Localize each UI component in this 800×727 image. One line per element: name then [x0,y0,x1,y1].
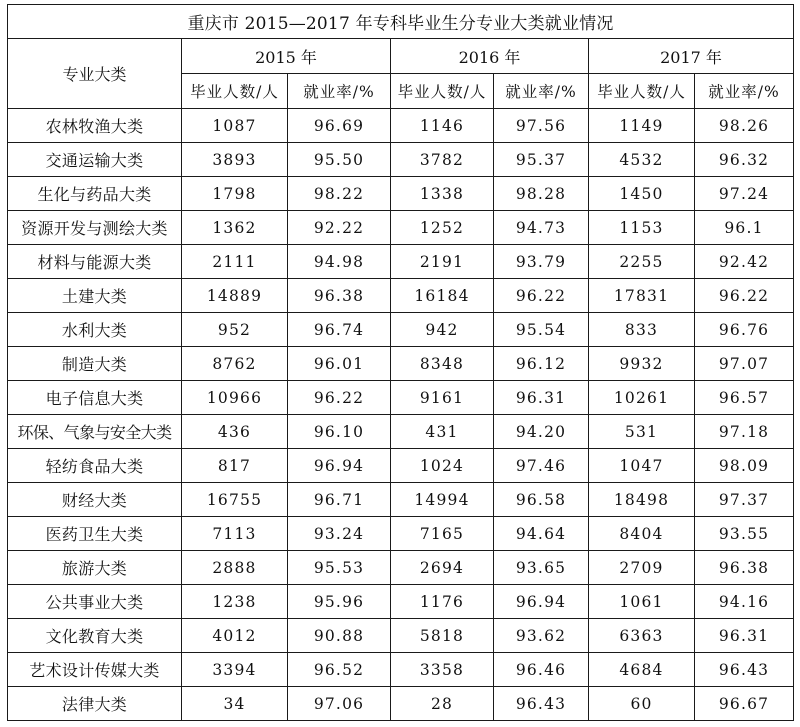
count-header-2016: 毕业人数/人 [391,74,494,109]
rate-header-2015: 就业率/% [288,74,391,109]
rate-2015-cell: 96.69 [288,109,391,143]
count-2016-cell: 1252 [391,211,494,245]
count-2015-cell: 1362 [182,211,288,245]
category-cell: 电子信息大类 [8,381,182,415]
category-cell: 生化与药品大类 [8,177,182,211]
table-row [8,381,794,415]
count-2017-cell: 2709 [589,551,695,585]
rate-header-2017: 就业率/% [695,74,794,109]
rate-2015-cell: 97.06 [288,687,391,721]
count-2016-cell: 1146 [391,109,494,143]
rate-2016-cell: 93.62 [494,619,589,653]
count-2016-cell: 16184 [391,279,494,313]
count-2015-cell: 2111 [182,245,288,279]
table-row [8,415,794,449]
table-row [8,211,794,245]
count-2017-cell: 2255 [589,245,695,279]
rate-2016-cell: 95.37 [494,143,589,177]
count-2017-cell: 60 [589,687,695,721]
category-cell: 资源开发与测绘大类 [8,211,182,245]
table-row [8,109,794,143]
count-2015-cell: 34 [182,687,288,721]
table-row [8,177,794,211]
count-2015-cell: 436 [182,415,288,449]
count-2017-cell: 10261 [589,381,695,415]
rate-2017-cell: 97.18 [695,415,794,449]
table-row [8,347,794,381]
count-2016-cell: 1338 [391,177,494,211]
year-header-row [8,39,794,74]
category-cell: 法律大类 [8,687,182,721]
rate-2015-cell: 96.94 [288,449,391,483]
table-row [8,517,794,551]
count-2016-cell: 2191 [391,245,494,279]
count-2016-cell: 8348 [391,347,494,381]
rate-2015-cell: 93.24 [288,517,391,551]
count-2015-cell: 1238 [182,585,288,619]
table-row [8,449,794,483]
category-cell: 交通运输大类 [8,143,182,177]
count-2015-cell: 1087 [182,109,288,143]
table-row [8,483,794,517]
year-header-2015: 2015 年 [182,39,391,74]
rate-2016-cell: 94.20 [494,415,589,449]
rate-2015-cell: 95.96 [288,585,391,619]
count-2016-cell: 5818 [391,619,494,653]
rate-2016-cell: 96.12 [494,347,589,381]
rate-2016-cell: 95.54 [494,313,589,347]
rate-2017-cell: 97.24 [695,177,794,211]
count-2017-cell: 9932 [589,347,695,381]
count-2017-cell: 1061 [589,585,695,619]
rate-2017-cell: 96.76 [695,313,794,347]
rate-2017-cell: 98.26 [695,109,794,143]
category-cell: 制造大类 [8,347,182,381]
rate-2016-cell: 97.46 [494,449,589,483]
rate-2016-cell: 94.64 [494,517,589,551]
count-2017-cell: 1149 [589,109,695,143]
category-column-header: 专业大类 [8,39,182,109]
rate-2017-cell: 96.31 [695,619,794,653]
rate-2015-cell: 98.22 [288,177,391,211]
table-title: 重庆市 2015—2017 年专科毕业生分专业大类就业情况 [8,5,794,39]
count-2017-cell: 17831 [589,279,695,313]
rate-2017-cell: 93.55 [695,517,794,551]
count-2016-cell: 7165 [391,517,494,551]
count-2016-cell: 3782 [391,143,494,177]
count-2016-cell: 14994 [391,483,494,517]
table-row [8,551,794,585]
count-header-2015: 毕业人数/人 [182,74,288,109]
category-cell: 艺术设计传媒大类 [8,653,182,687]
count-2017-cell: 531 [589,415,695,449]
rate-2015-cell: 90.88 [288,619,391,653]
rate-2016-cell: 93.65 [494,551,589,585]
table-row [8,687,794,721]
count-2017-cell: 6363 [589,619,695,653]
rate-2015-cell: 95.53 [288,551,391,585]
rate-2015-cell: 92.22 [288,211,391,245]
count-2017-cell: 833 [589,313,695,347]
count-2017-cell: 1153 [589,211,695,245]
category-cell: 土建大类 [8,279,182,313]
category-cell: 医药卫生大类 [8,517,182,551]
table-row [8,313,794,347]
count-2015-cell: 10966 [182,381,288,415]
year-header-2016: 2016 年 [391,39,589,74]
rate-2017-cell: 96.38 [695,551,794,585]
year-header-2017: 2017 年 [589,39,794,74]
count-2017-cell: 18498 [589,483,695,517]
category-cell: 水利大类 [8,313,182,347]
rate-2017-cell: 96.43 [695,653,794,687]
rate-2016-cell: 96.43 [494,687,589,721]
rate-header-2016: 就业率/% [494,74,589,109]
count-2015-cell: 8762 [182,347,288,381]
rate-2015-cell: 95.50 [288,143,391,177]
rate-2017-cell: 94.16 [695,585,794,619]
count-2016-cell: 1176 [391,585,494,619]
count-2016-cell: 9161 [391,381,494,415]
count-2016-cell: 28 [391,687,494,721]
category-cell: 公共事业大类 [8,585,182,619]
rate-2016-cell: 98.28 [494,177,589,211]
count-2016-cell: 1024 [391,449,494,483]
count-2017-cell: 4684 [589,653,695,687]
category-cell: 农林牧渔大类 [8,109,182,143]
count-2015-cell: 3394 [182,653,288,687]
table-row [8,245,794,279]
category-cell: 轻纺食品大类 [8,449,182,483]
count-2017-cell: 4532 [589,143,695,177]
category-cell: 环保、气象与安全大类 [8,415,182,449]
count-2015-cell: 952 [182,313,288,347]
rate-2016-cell: 97.56 [494,109,589,143]
rate-2017-cell: 96.57 [695,381,794,415]
rate-2015-cell: 96.01 [288,347,391,381]
count-2017-cell: 1450 [589,177,695,211]
count-2015-cell: 7113 [182,517,288,551]
rate-2017-cell: 96.1 [695,211,794,245]
rate-2016-cell: 93.79 [494,245,589,279]
rate-2016-cell: 96.22 [494,279,589,313]
category-cell: 材料与能源大类 [8,245,182,279]
rate-2017-cell: 98.09 [695,449,794,483]
rate-2015-cell: 94.98 [288,245,391,279]
count-2016-cell: 431 [391,415,494,449]
table-row [8,585,794,619]
rate-2017-cell: 92.42 [695,245,794,279]
rate-2015-cell: 96.52 [288,653,391,687]
count-2015-cell: 16755 [182,483,288,517]
rate-2015-cell: 96.74 [288,313,391,347]
table-row [8,143,794,177]
table-row [8,653,794,687]
table-title-row [8,5,794,39]
rate-2017-cell: 96.32 [695,143,794,177]
table-row [8,279,794,313]
rate-2016-cell: 94.73 [494,211,589,245]
rate-2016-cell: 96.46 [494,653,589,687]
category-cell: 旅游大类 [8,551,182,585]
count-2015-cell: 3893 [182,143,288,177]
count-2016-cell: 3358 [391,653,494,687]
rate-2016-cell: 96.94 [494,585,589,619]
count-2015-cell: 2888 [182,551,288,585]
category-cell: 文化教育大类 [8,619,182,653]
table-row [8,619,794,653]
rate-2016-cell: 96.58 [494,483,589,517]
count-2017-cell: 8404 [589,517,695,551]
count-2016-cell: 942 [391,313,494,347]
rate-2015-cell: 96.38 [288,279,391,313]
count-2015-cell: 1798 [182,177,288,211]
count-header-2017: 毕业人数/人 [589,74,695,109]
rate-2017-cell: 96.22 [695,279,794,313]
count-2015-cell: 817 [182,449,288,483]
count-2015-cell: 14889 [182,279,288,313]
rate-2015-cell: 96.22 [288,381,391,415]
rate-2015-cell: 96.71 [288,483,391,517]
rate-2015-cell: 96.10 [288,415,391,449]
employment-table-page [7,4,793,724]
rate-2017-cell: 97.07 [695,347,794,381]
count-2017-cell: 1047 [589,449,695,483]
rate-2017-cell: 97.37 [695,483,794,517]
count-2016-cell: 2694 [391,551,494,585]
count-2015-cell: 4012 [182,619,288,653]
employment-table [7,4,794,721]
rate-2017-cell: 96.67 [695,687,794,721]
category-cell: 财经大类 [8,483,182,517]
rate-2016-cell: 96.31 [494,381,589,415]
